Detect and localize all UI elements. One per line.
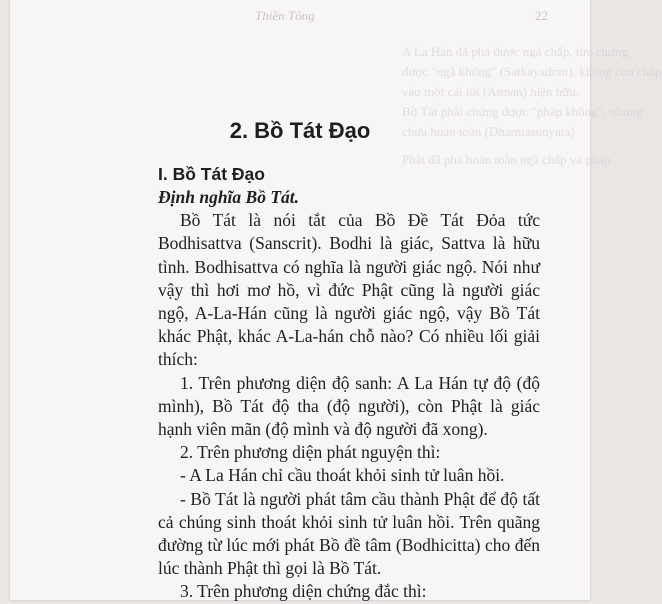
paragraph: Bồ Tát là nói tắt của Bồ Đề Tát Đỏa tức Bodhisattva (Sanscrit). Bodhi là giác, Sattva là hữu tình. Bodhisattva có nghĩa là người giác ngộ. Nói như vậy thì hơi mơ hồ, vì đức Phật cũng là người giác ngộ, A-La-Hán cũng là người giác ngộ, vậy Bồ Tát khác Phật, khác A-La-hán chỗ nào? Có nhiều lối giải thích: (158, 210, 540, 370)
list-item: 1. Trên phương diện độ sanh: A La Hán tự độ (độ mình), Bồ Tát độ tha (độ người), còn Phật là giác hạnh viên mãn (độ mình và độ người đã xong). (158, 372, 540, 440)
subheading: Định nghĩa Bồ Tát. (158, 187, 300, 207)
running-head: Thiền Tông (255, 8, 315, 23)
book-page (10, 0, 662, 602)
page-number: 22 (535, 8, 548, 23)
list-item: 3. Trên phương diện chứng đắc thì: (180, 581, 427, 602)
bleed-through-text: được "ngã không" (Satkayadrsti), không còn chấp (402, 64, 662, 79)
bleed-through-text: vào một cái tôi (Atman) hiện hữu. (402, 84, 580, 99)
list-item: 2. Trên phương diện phát nguyện thì: (180, 442, 441, 463)
bleed-through-text: Phật đã phá hoàn toàn ngã chấp và pháp (402, 152, 611, 167)
bleed-through-text: chưa hoàn toàn (Dharmasunyata) (402, 124, 575, 139)
list-item: - A La Hán chỉ cầu thoát khỏi sinh tử luân hồi. (180, 465, 505, 486)
section-heading: I. Bồ Tát Đạo (158, 164, 265, 184)
bleed-through-text: Bồ Tát phải chứng được "pháp không", nhưng (402, 104, 643, 119)
body-text (158, 162, 540, 604)
chapter-title: 2. Bồ Tát Đạo (229, 118, 371, 143)
bleed-through-text: A La Hán đã phá được ngã chấp, tức chứng (402, 44, 628, 59)
list-item: - Bồ Tát là người phát tâm cầu thành Phật để độ tất cả chúng sinh thoát khỏi sinh tử luân hồi. Trên quãng đường từ lúc mới phát Bồ đề tâm (Bodhicitta) cho đến lúc thành Phật thì gọi là Bồ Tát. (158, 488, 540, 579)
